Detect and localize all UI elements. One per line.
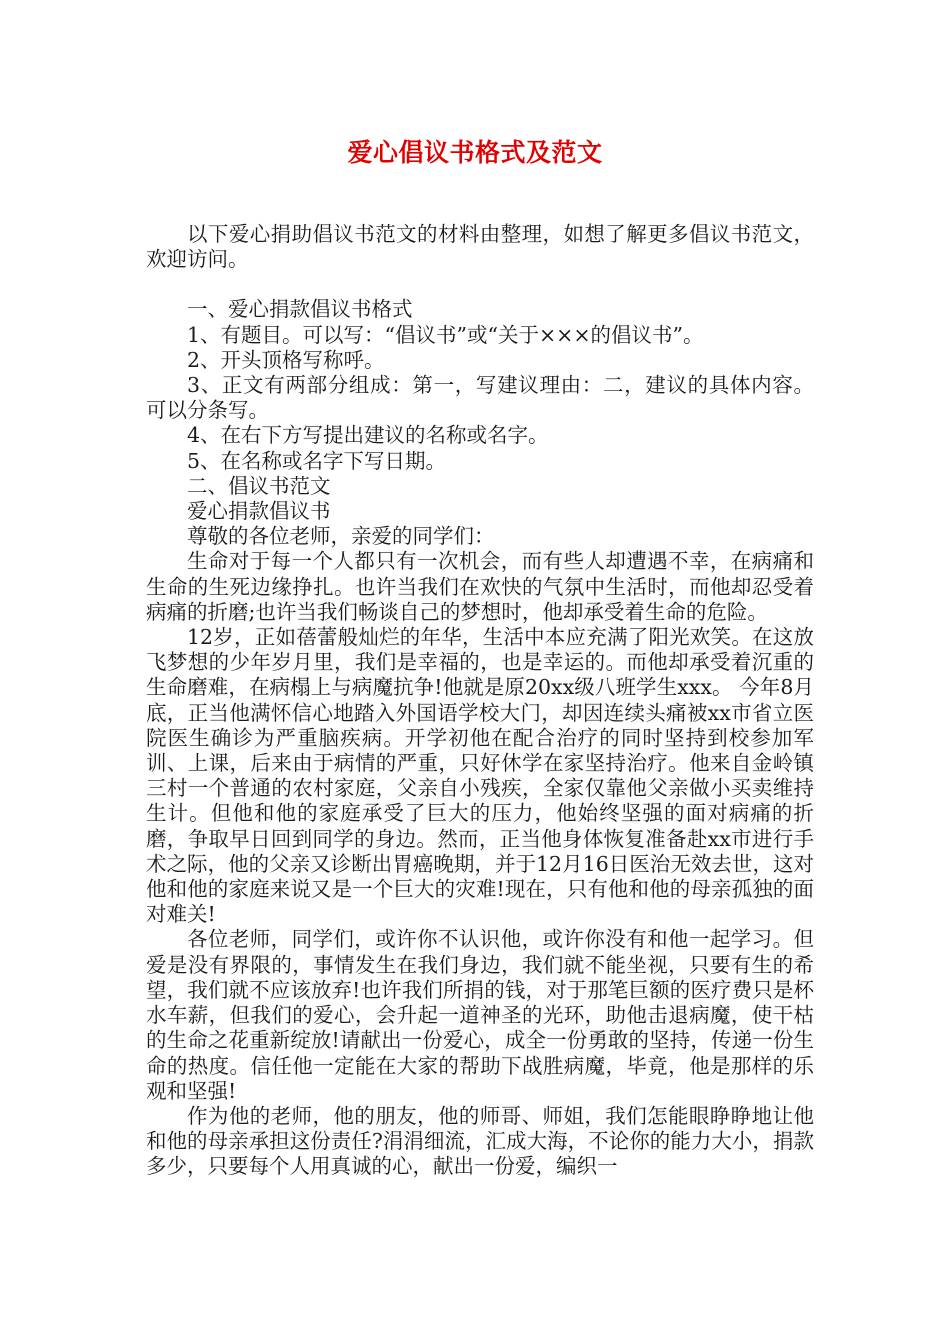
format-item-4: 4、在右下方写提出建议的名称或名字。 — [187, 423, 549, 448]
salutation: 尊敬的各位老师，亲爱的同学们： — [187, 524, 495, 549]
blank-line — [146, 272, 814, 297]
sample-title: 爱心捐款倡议书 — [187, 499, 331, 524]
body-paragraph: 生命对于每一个人都只有一次机会，而有些人却遭遇不幸，在病痛和生命的生死边缘挣扎。也许当我们在欢快的气氛中生活时，而他却忍受着病痛的折磨;也许当我们畅谈自己的梦想时，他却承受着生命的危险。 — [146, 549, 814, 624]
section-heading-sample: 二、倡议书范文 — [187, 473, 331, 498]
body-paragraph: 各位老师，同学们，或许你不认识他，或许你没有和他一起学习。但爱是没有界限的，事情发生在我们身边，我们就不能坐视，只要有生的希望，我们就不应该放弃!也许我们所捐的钱，对于那笔巨额的医疗费只是杯水车薪，但我们的爱心，会升起一道神圣的光环，助他击退病魔，使干枯的生命之花重新绽放!请献出一份爱心，成全一份勇敢的坚持，传递一份生命的热度。信任他一定能在大家的帮助下战胜病魔，毕竟，他是那样的乐观和坚强! — [146, 927, 814, 1103]
format-item-2: 2、开头顶格写称呼。 — [187, 347, 385, 372]
section-heading-format: 一、爱心捐款倡议书格式 — [187, 297, 413, 322]
body-paragraph: 作为他的老师，他的朋友，他的师哥、师姐，我们怎能眼睁睁地让他和他的母亲承担这份责任?涓涓细流，汇成大海，不论你的能力大小，捐款多少，只要每个人用真诚的心，献出一份爱，编织一 — [146, 1103, 814, 1179]
document-title: 爱心倡议书格式及范文 — [347, 138, 603, 167]
format-item-1: 1、有题目。可以写：“倡议书”或“关于×××的倡议书”。 — [187, 322, 704, 347]
format-item-5: 5、在名称或名字下写日期。 — [187, 448, 447, 473]
format-item-3: 3、正文有两部分组成：第一，写建议理由：二，建议的具体内容。可以分条写。 — [146, 373, 814, 423]
document-body — [146, 222, 814, 1180]
intro-paragraph: 以下爱心捐助倡议书范文的材料由整理，如想了解更多倡议书范文，欢迎访问。 — [146, 222, 814, 272]
body-paragraph: 12岁，正如蓓蕾般灿烂的年华，生活中本应充满了阳光欢笑。在这放飞梦想的少年岁月里，我们是幸福的，也是幸运的。而他却承受着沉重的生命磨难，在病榻上与病魔抗争!他就是原20xx级八班学生xxx。 今年8月底，正当他满怀信心地踏入外国语学校大门，却因连续头痛被xx市省立医院医生确诊为严重脑疾病。开学初他在配合治疗的同时坚持到校参加军训、上课，后来由于病情的严重，只好休学在家坚持治疗。他来自金岭镇三村一个普通的农村家庭，父亲自小残疾，全家仅靠他父亲做小买卖维持生计。但他和他的家庭承受了巨大的压力，他始终坚强的面对病痛的折磨，争取早日回到同学的身边。然而，正当他身体恢复准备赴xx市进行手术之际，他的父亲又诊断出胃癌晚期，并于12月16日医治无效去世，这对他和他的家庭来说又是一个巨大的灾难!现在，只有他和他的母亲孤独的面对难关! — [146, 625, 814, 927]
